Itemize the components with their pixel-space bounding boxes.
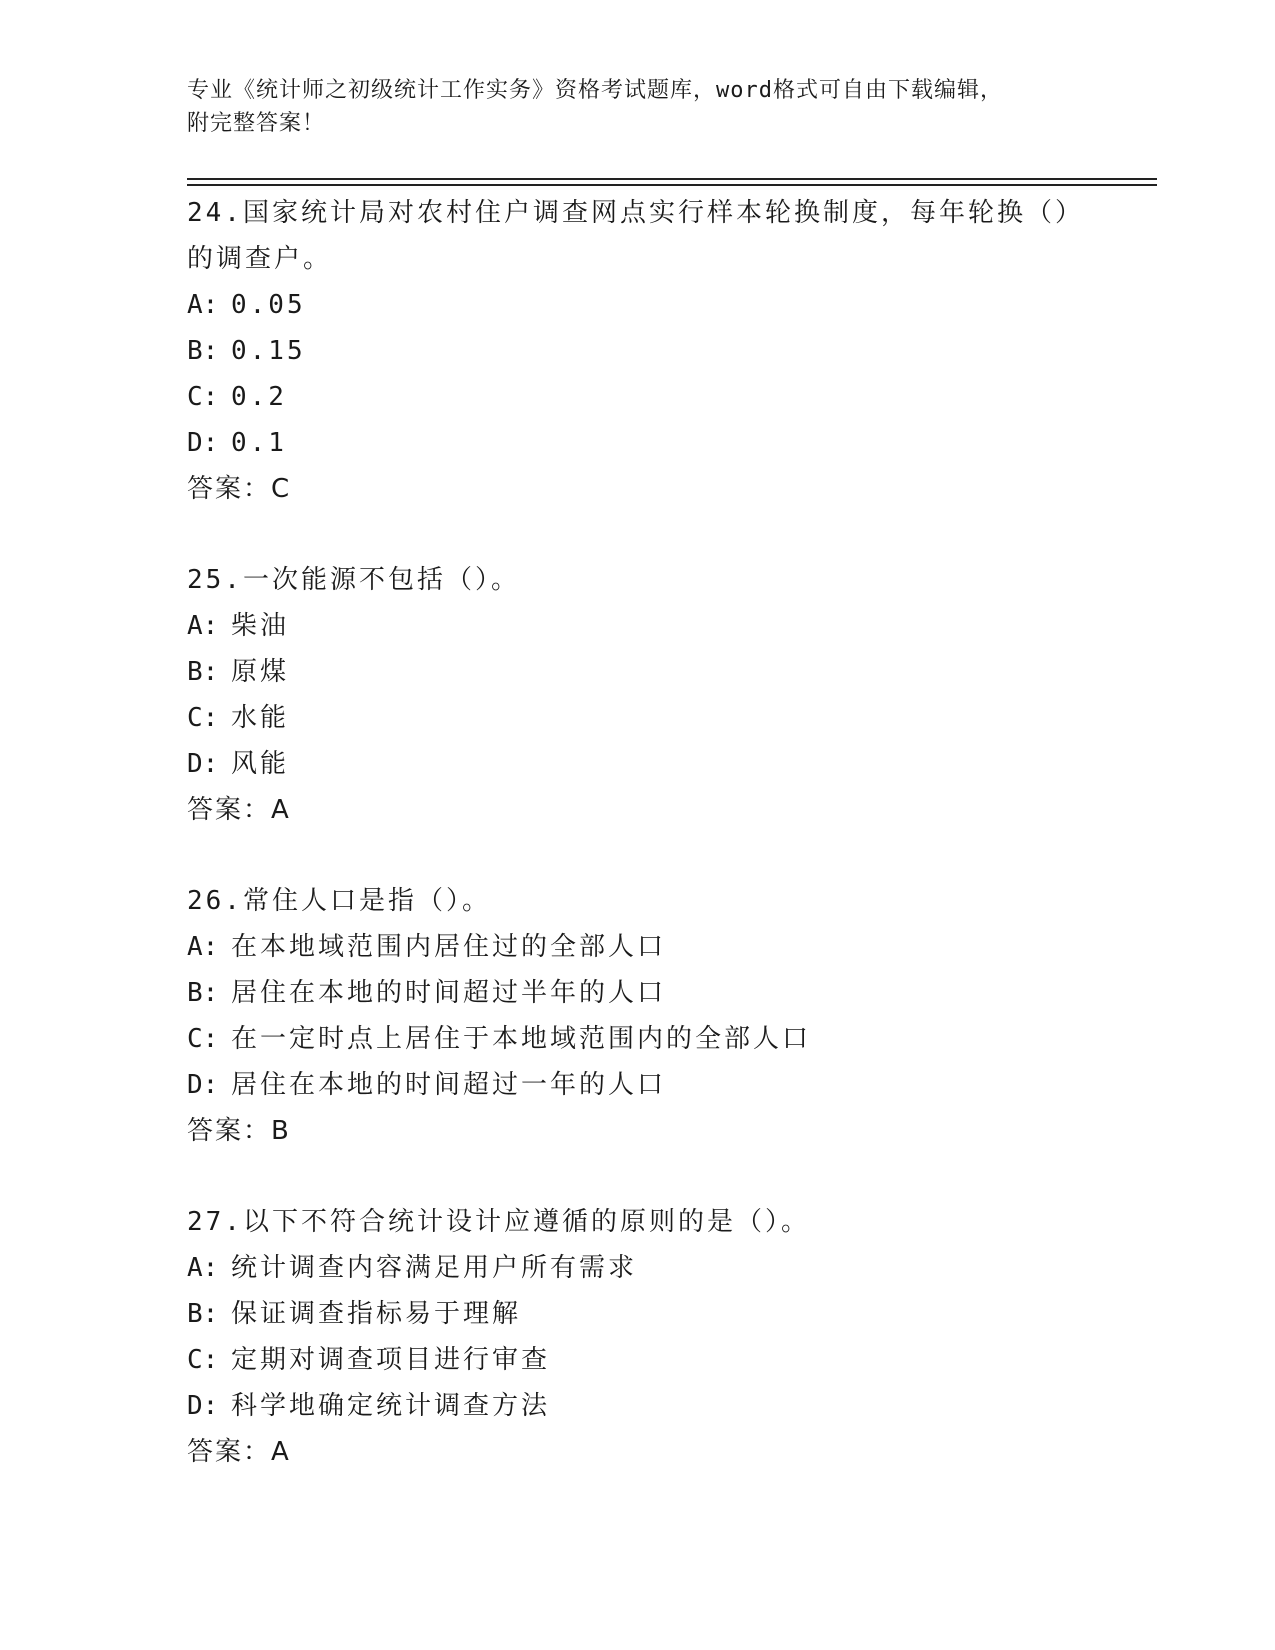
question-stem xyxy=(187,878,1087,924)
option-key: C: xyxy=(187,382,219,412)
option-key: C: xyxy=(187,703,219,733)
option-text: 风能 xyxy=(231,749,290,779)
answer-line: 答案：C xyxy=(187,474,292,504)
option-c xyxy=(187,695,1087,741)
option-text: 0.05 xyxy=(231,290,306,320)
option-text: 在本地域范围内居住过的全部人口 xyxy=(231,932,667,962)
option-b xyxy=(187,1291,1087,1337)
option-text: 0.1 xyxy=(231,428,287,458)
option-d xyxy=(187,1062,1087,1108)
option-key: A: xyxy=(187,932,219,962)
option-key: D: xyxy=(187,1391,219,1421)
header-line-1: 专业《统计师之初级统计工作实务》资格考试题库，word格式可自由下载编辑， xyxy=(187,78,1003,103)
option-key: B: xyxy=(187,657,219,687)
option-text: 居住在本地的时间超过半年的人口 xyxy=(231,978,667,1008)
option-text: 0.2 xyxy=(231,382,287,412)
question-27 xyxy=(187,1199,1087,1475)
option-text: 科学地确定统计调查方法 xyxy=(231,1391,551,1421)
option-text: 水能 xyxy=(231,703,290,733)
header-line-2: 附完整答案！ xyxy=(187,111,326,136)
option-text: 保证调查指标易于理解 xyxy=(231,1299,522,1329)
question-list xyxy=(187,190,1087,1520)
answer-line: 答案：A xyxy=(187,795,291,825)
option-key: D: xyxy=(187,749,219,779)
option-key: B: xyxy=(187,1299,219,1329)
document-header xyxy=(187,74,1087,140)
option-text: 原煤 xyxy=(231,657,290,687)
question-stem-line: 24.国家统计局对农村住户调查网点实行样本轮换制度，每年轮换（） xyxy=(187,198,1084,228)
answer-line: 答案：B xyxy=(187,1116,291,1146)
option-a xyxy=(187,924,1087,970)
header-rule-top xyxy=(187,178,1157,180)
option-key: B: xyxy=(187,336,219,366)
option-key: A: xyxy=(187,290,219,320)
option-key: C: xyxy=(187,1345,219,1375)
header-rule-bottom xyxy=(187,184,1157,186)
option-c xyxy=(187,374,1087,420)
question-stem xyxy=(187,557,1087,603)
question-24 xyxy=(187,190,1087,512)
question-stem-line: 27.以下不符合统计设计应遵循的原则的是（）。 xyxy=(187,1207,810,1237)
option-b xyxy=(187,649,1087,695)
option-d xyxy=(187,1383,1087,1429)
option-a xyxy=(187,1245,1087,1291)
option-d xyxy=(187,741,1087,787)
question-stem xyxy=(187,1199,1087,1245)
option-b xyxy=(187,328,1087,374)
question-26 xyxy=(187,878,1087,1154)
option-text: 统计调查内容满足用户所有需求 xyxy=(231,1253,638,1283)
question-stem-line: 25.一次能源不包括（）。 xyxy=(187,565,520,595)
option-b xyxy=(187,970,1087,1016)
option-key: A: xyxy=(187,1253,219,1283)
option-text: 居住在本地的时间超过一年的人口 xyxy=(231,1070,667,1100)
option-key: D: xyxy=(187,1070,219,1100)
question-25 xyxy=(187,557,1087,833)
option-text: 0.15 xyxy=(231,336,306,366)
option-key: A: xyxy=(187,611,219,641)
answer-line: 答案：A xyxy=(187,1437,291,1467)
question-stem-line: 的调查户。 xyxy=(187,244,333,274)
option-text: 柴油 xyxy=(231,611,290,641)
question-stem-line: 26.常住人口是指（）。 xyxy=(187,886,491,916)
option-a xyxy=(187,282,1087,328)
option-d xyxy=(187,420,1087,466)
option-key: C: xyxy=(187,1024,219,1054)
option-key: D: xyxy=(187,428,219,458)
option-text: 定期对调查项目进行审查 xyxy=(231,1345,551,1375)
question-stem xyxy=(187,190,1087,282)
option-a xyxy=(187,603,1087,649)
option-c xyxy=(187,1016,1087,1062)
option-key: B: xyxy=(187,978,219,1008)
option-text: 在一定时点上居住于本地域范围内的全部人口 xyxy=(231,1024,812,1054)
option-c xyxy=(187,1337,1087,1383)
